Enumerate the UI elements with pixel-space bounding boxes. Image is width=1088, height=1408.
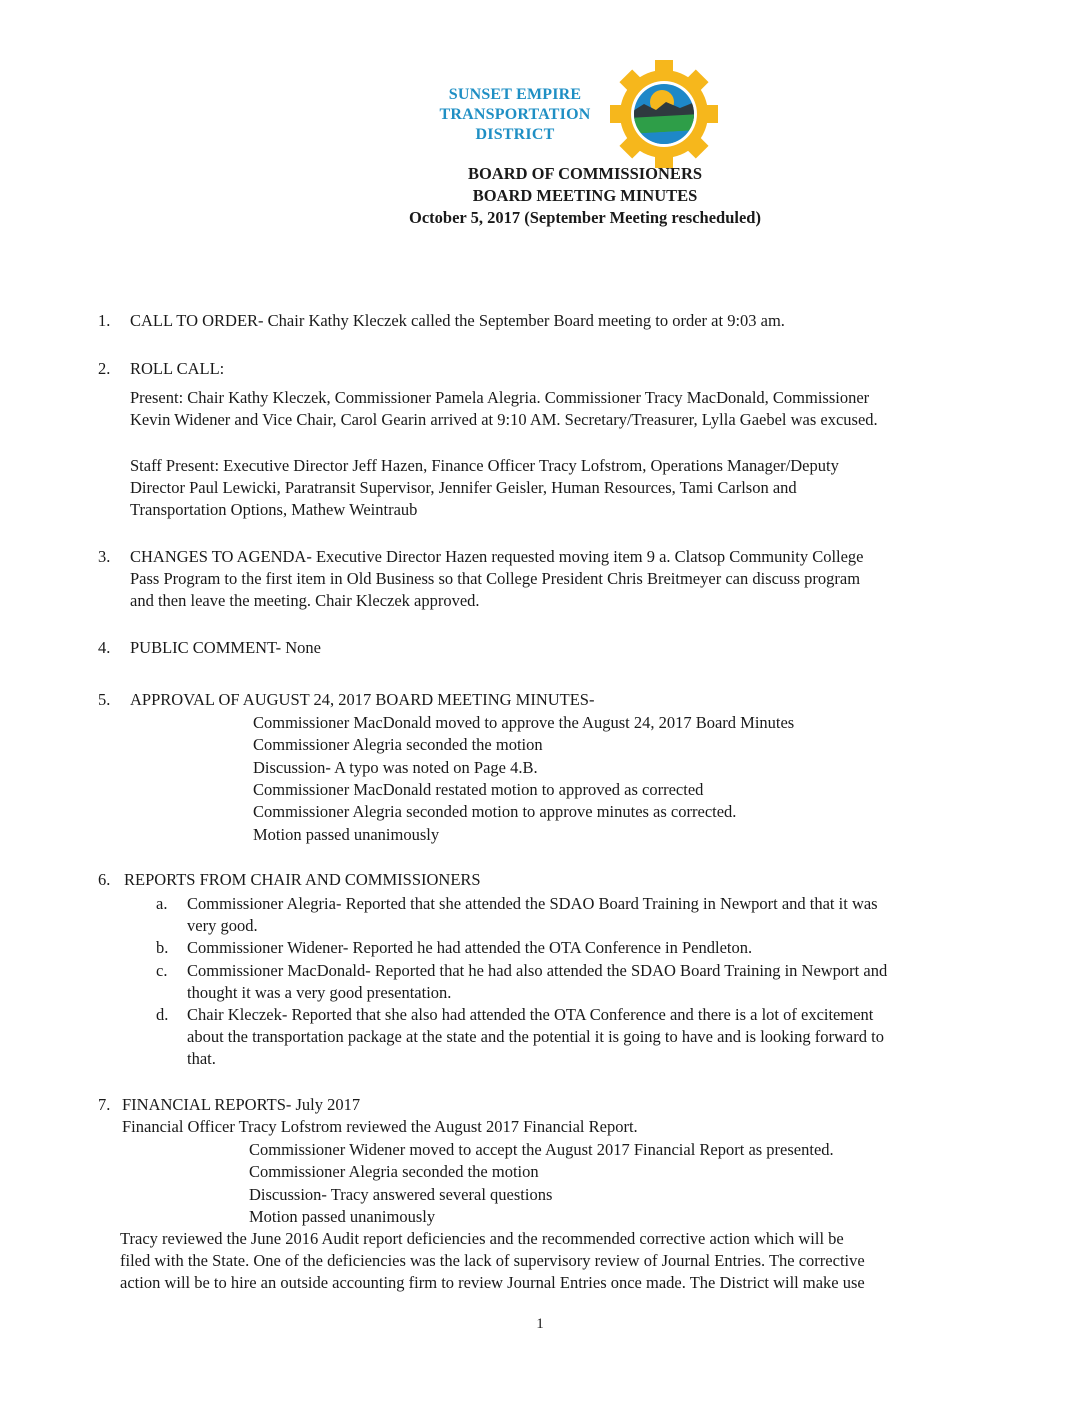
- subitem-letter: d.: [156, 1005, 169, 1024]
- item-text: Pass Program to the first item in Old Business so that College President Chris Breitmeyer can discuss program: [130, 569, 861, 588]
- item-text: CALL TO ORDER- Chair Kathy Kleczek called the September Board meeting to order at 9:03 am.: [130, 311, 785, 330]
- motion-line: Commissioner MacDonald restated motion to approved as corrected: [253, 780, 704, 799]
- subitem-text: Commissioner Widener- Reported he had attended the OTA Conference in Pendleton.: [187, 938, 753, 957]
- closing-line: filed with the State. One of the deficiencies was the lack of supervisory review of Journal Entries. The corrective: [120, 1251, 865, 1270]
- motion-line: Commissioner MacDonald moved to approve the August 24, 2017 Board Minutes: [253, 713, 795, 732]
- subitem-text: Chair Kleczek- Reported that she also had attended the OTA Conference and there is a lot of excitement: [187, 1005, 874, 1024]
- staff-line: Director Paul Lewicki, Paratransit Supervisor, Jennifer Geisler, Human Resources, Tami Carlson and: [130, 478, 797, 497]
- item-number: 5.: [98, 690, 111, 709]
- subitem-letter: b.: [156, 938, 169, 957]
- item-number: 2.: [98, 359, 111, 378]
- title-line: BOARD MEETING MINUTES: [472, 186, 698, 205]
- subitem-text: thought it was a very good presentation.: [187, 983, 452, 1002]
- subitem-text: about the transportation package at the state and the potential it is going to have and is looking forward to: [187, 1027, 884, 1046]
- motion-line: Motion passed unanimously: [249, 1207, 436, 1226]
- motion-line: Discussion- Tracy answered several questions: [249, 1185, 553, 1204]
- closing-line: action will be to hire an outside accounting firm to review Journal Entries once made. The District will make use: [120, 1273, 865, 1292]
- staff-line: Transportation Options, Mathew Weintraub: [130, 500, 418, 519]
- motion-line: Commissioner Alegria seconded motion to approve minutes as corrected.: [253, 802, 737, 821]
- subitem-text: that.: [187, 1049, 216, 1068]
- item-number: 6.: [98, 870, 111, 889]
- motion-line: Commissioner Alegria seconded the motion: [253, 735, 543, 754]
- item-heading: REPORTS FROM CHAIR AND COMMISSIONERS: [124, 870, 481, 889]
- subitem-letter: c.: [156, 961, 168, 980]
- motion-line: Commissioner Alegria seconded the motion: [249, 1162, 539, 1181]
- motion-line: Commissioner Widener moved to accept the August 2017 Financial Report as presented.: [249, 1140, 834, 1159]
- item-number: 4.: [98, 638, 111, 657]
- org-name-line: TRANSPORTATION: [439, 106, 591, 123]
- item-heading: FINANCIAL REPORTS- July 2017: [122, 1095, 361, 1114]
- subitem-text: Commissioner MacDonald- Reported that he had also attended the SDAO Board Training in Newport and: [187, 961, 888, 980]
- page-number: 1: [536, 1316, 544, 1332]
- staff-line: Staff Present: Executive Director Jeff Hazen, Finance Officer Tracy Lofstrom, Operations Manager/Deputy: [130, 456, 839, 475]
- subitem-text: very good.: [187, 916, 258, 935]
- subitem-letter: a.: [156, 894, 168, 913]
- item-number: 7.: [98, 1095, 111, 1114]
- item-text: and then leave the meeting. Chair Kleczek approved.: [130, 591, 480, 610]
- present-line: Kevin Widener and Vice Chair, Carol Gearin arrived at 9:10 AM. Secretary/Treasurer, Lylla Gaebel was excused.: [130, 410, 878, 429]
- item-heading: APPROVAL OF AUGUST 24, 2017 BOARD MEETING MINUTES-: [130, 690, 595, 709]
- org-name: [420, 85, 610, 145]
- present-line: Present: Chair Kathy Kleczek, Commissioner Pamela Alegria. Commissioner Tracy MacDonald, Commissioner: [130, 388, 870, 407]
- item-intro: Financial Officer Tracy Lofstrom reviewed the August 2017 Financial Report.: [122, 1117, 638, 1136]
- item-text: CHANGES TO AGENDA- Executive Director Hazen requested moving item 9 a. Clatsop Community College: [130, 547, 864, 566]
- closing-line: Tracy reviewed the June 2016 Audit report deficiencies and the recommended corrective action which will be: [120, 1229, 844, 1248]
- motion-line: Motion passed unanimously: [253, 825, 440, 844]
- org-name-line: DISTRICT: [475, 126, 555, 143]
- document-title: [300, 163, 870, 229]
- item-number: 1.: [98, 311, 111, 330]
- org-name-line: SUNSET EMPIRE: [448, 86, 582, 103]
- subitem-text: Commissioner Alegria- Reported that she attended the SDAO Board Training in Newport and that it was: [187, 894, 878, 913]
- item-text: PUBLIC COMMENT- None: [130, 638, 321, 657]
- item-number: 3.: [98, 547, 111, 566]
- gear-sun-mountain-logo-icon: [608, 58, 720, 170]
- item-heading: ROLL CALL:: [130, 359, 225, 378]
- title-line: BOARD OF COMMISSIONERS: [467, 164, 703, 183]
- title-line: October 5, 2017 (September Meeting rescheduled): [409, 208, 761, 227]
- motion-line: Discussion- A typo was noted on Page 4.B.: [253, 758, 538, 777]
